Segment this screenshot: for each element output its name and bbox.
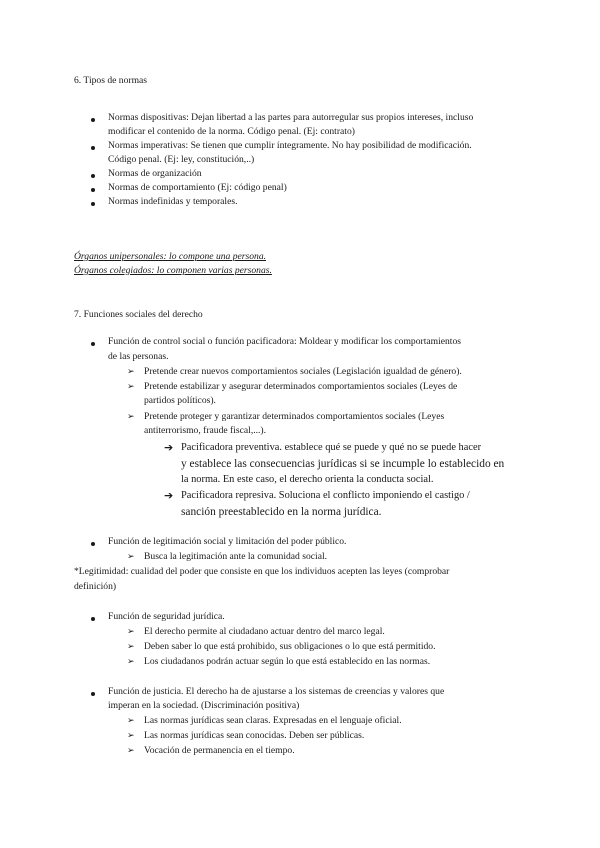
sub-sub-item: Pacificadora represiva. Soluciona el conflicto imponiendo el castigo / xyxy=(181,490,470,501)
legitimidad-note-continuation: definición) xyxy=(74,581,117,592)
bullet-icon xyxy=(91,202,95,206)
sub-item: Vocación de permanencia en el tiempo. xyxy=(144,745,295,756)
organos-colegiados: Órganos colegiados: lo componen varias personas. xyxy=(74,265,272,276)
arrowhead-icon: ➢ xyxy=(127,731,135,741)
arrowhead-icon: ➢ xyxy=(127,367,135,377)
section-7-heading: 7. Funciones sociales del derecho xyxy=(74,309,203,320)
list-item-continuation: Código penal. (Ej: ley, constitución,..) xyxy=(108,154,255,165)
list-item-continuation: de las personas. xyxy=(108,351,169,362)
section-6-heading: 6. Tipos de normas xyxy=(74,75,148,86)
list-item: Función de justicia. El derecho ha de ajustarse a los sistemas de creencias y valores que xyxy=(108,686,445,697)
arrowhead-icon: ➢ xyxy=(127,642,135,652)
bullet-icon xyxy=(91,188,95,192)
sub-sub-item-continuation: y establece las consecuencias jurídicas si se incumple lo establecido en xyxy=(181,458,505,470)
arrowhead-icon: ➢ xyxy=(127,412,135,422)
sub-item: Pretende estabilizar y asegurar determinados comportamientos sociales (Leyes de xyxy=(144,381,458,392)
arrow-right-icon: ➔ xyxy=(164,489,174,502)
sub-item: Las normas jurídicas sean claras. Expresadas en el lenguaje oficial. xyxy=(144,715,402,726)
list-item: Normas de comportamiento (Ej: código penal) xyxy=(108,182,287,193)
bullet-icon xyxy=(91,692,95,696)
sub-item: Las normas jurídicas sean conocidas. Deben ser públicas. xyxy=(144,730,365,741)
arrowhead-icon: ➢ xyxy=(127,657,135,667)
list-item: Normas dispositivas: Dejan libertad a las partes para autorregular sus propios intereses, incluso xyxy=(108,112,474,123)
sub-item: Busca la legitimación ante la comunidad social. xyxy=(144,551,328,562)
sub-item: Pretende proteger y garantizar determinados comportamientos sociales (Leyes xyxy=(144,411,445,422)
bullet-icon xyxy=(91,174,95,178)
list-item: Normas de organización xyxy=(108,168,202,179)
sub-sub-item: Pacificadora preventiva. establece qué se puede y qué no se puede hacer xyxy=(181,442,482,453)
bullet-icon xyxy=(91,118,95,122)
arrowhead-icon: ➢ xyxy=(127,552,135,562)
bullet-icon xyxy=(91,617,95,621)
arrow-right-icon: ➔ xyxy=(164,441,174,454)
sub-item: Pretende crear nuevos comportamientos sociales (Legislación igualdad de género). xyxy=(144,366,462,377)
bullet-icon xyxy=(91,146,95,150)
sub-sub-item-continuation: sanción preestablecido en la norma jurídica. xyxy=(181,506,382,518)
arrowhead-icon: ➢ xyxy=(127,716,135,726)
bullet-icon xyxy=(91,342,95,346)
legitimidad-note: *Legitimidad: cualidad del poder que consiste en que los individuos acepten las leyes (comprobar xyxy=(74,566,450,577)
list-item: Normas indefinidas y temporales. xyxy=(108,196,238,207)
arrowhead-icon: ➢ xyxy=(127,627,135,637)
list-item: Función de seguridad jurídica. xyxy=(108,611,225,622)
arrowhead-icon: ➢ xyxy=(127,382,135,392)
arrowhead-icon: ➢ xyxy=(127,746,135,756)
sub-item: El derecho permite al ciudadano actuar dentro del marco legal. xyxy=(144,626,385,637)
sub-item-continuation: partidos políticos). xyxy=(144,395,216,406)
list-item: Función de control social o función pacificadora: Moldear y modificar los comportamientos xyxy=(108,336,462,347)
bullet-icon xyxy=(91,542,95,546)
list-item-continuation: imperan en la sociedad. (Discriminación positiva) xyxy=(108,700,300,711)
sub-sub-item-continuation: la norma. En este caso, el derecho orienta la conducta social. xyxy=(181,474,434,485)
organos-unipersonales: Órganos unipersonales: lo compone una persona. xyxy=(74,251,267,262)
list-item-continuation: modificar el contenido de la norma. Código penal. (Ej: contrato) xyxy=(108,126,355,137)
list-item: Función de legitimación social y limitación del poder público. xyxy=(108,536,347,547)
list-item: Normas imperativas: Se tienen que cumplir íntegramente. No hay posibilidad de modificación. xyxy=(108,140,472,151)
sub-item: Los ciudadanos podrán actuar según lo que está establecido en las normas. xyxy=(144,656,431,667)
sub-item-continuation: antiterrorismo, fraude fiscal,...). xyxy=(144,425,267,436)
sub-item: Deben saber lo que está prohibido, sus obligaciones o lo que está permitido. xyxy=(144,641,436,652)
